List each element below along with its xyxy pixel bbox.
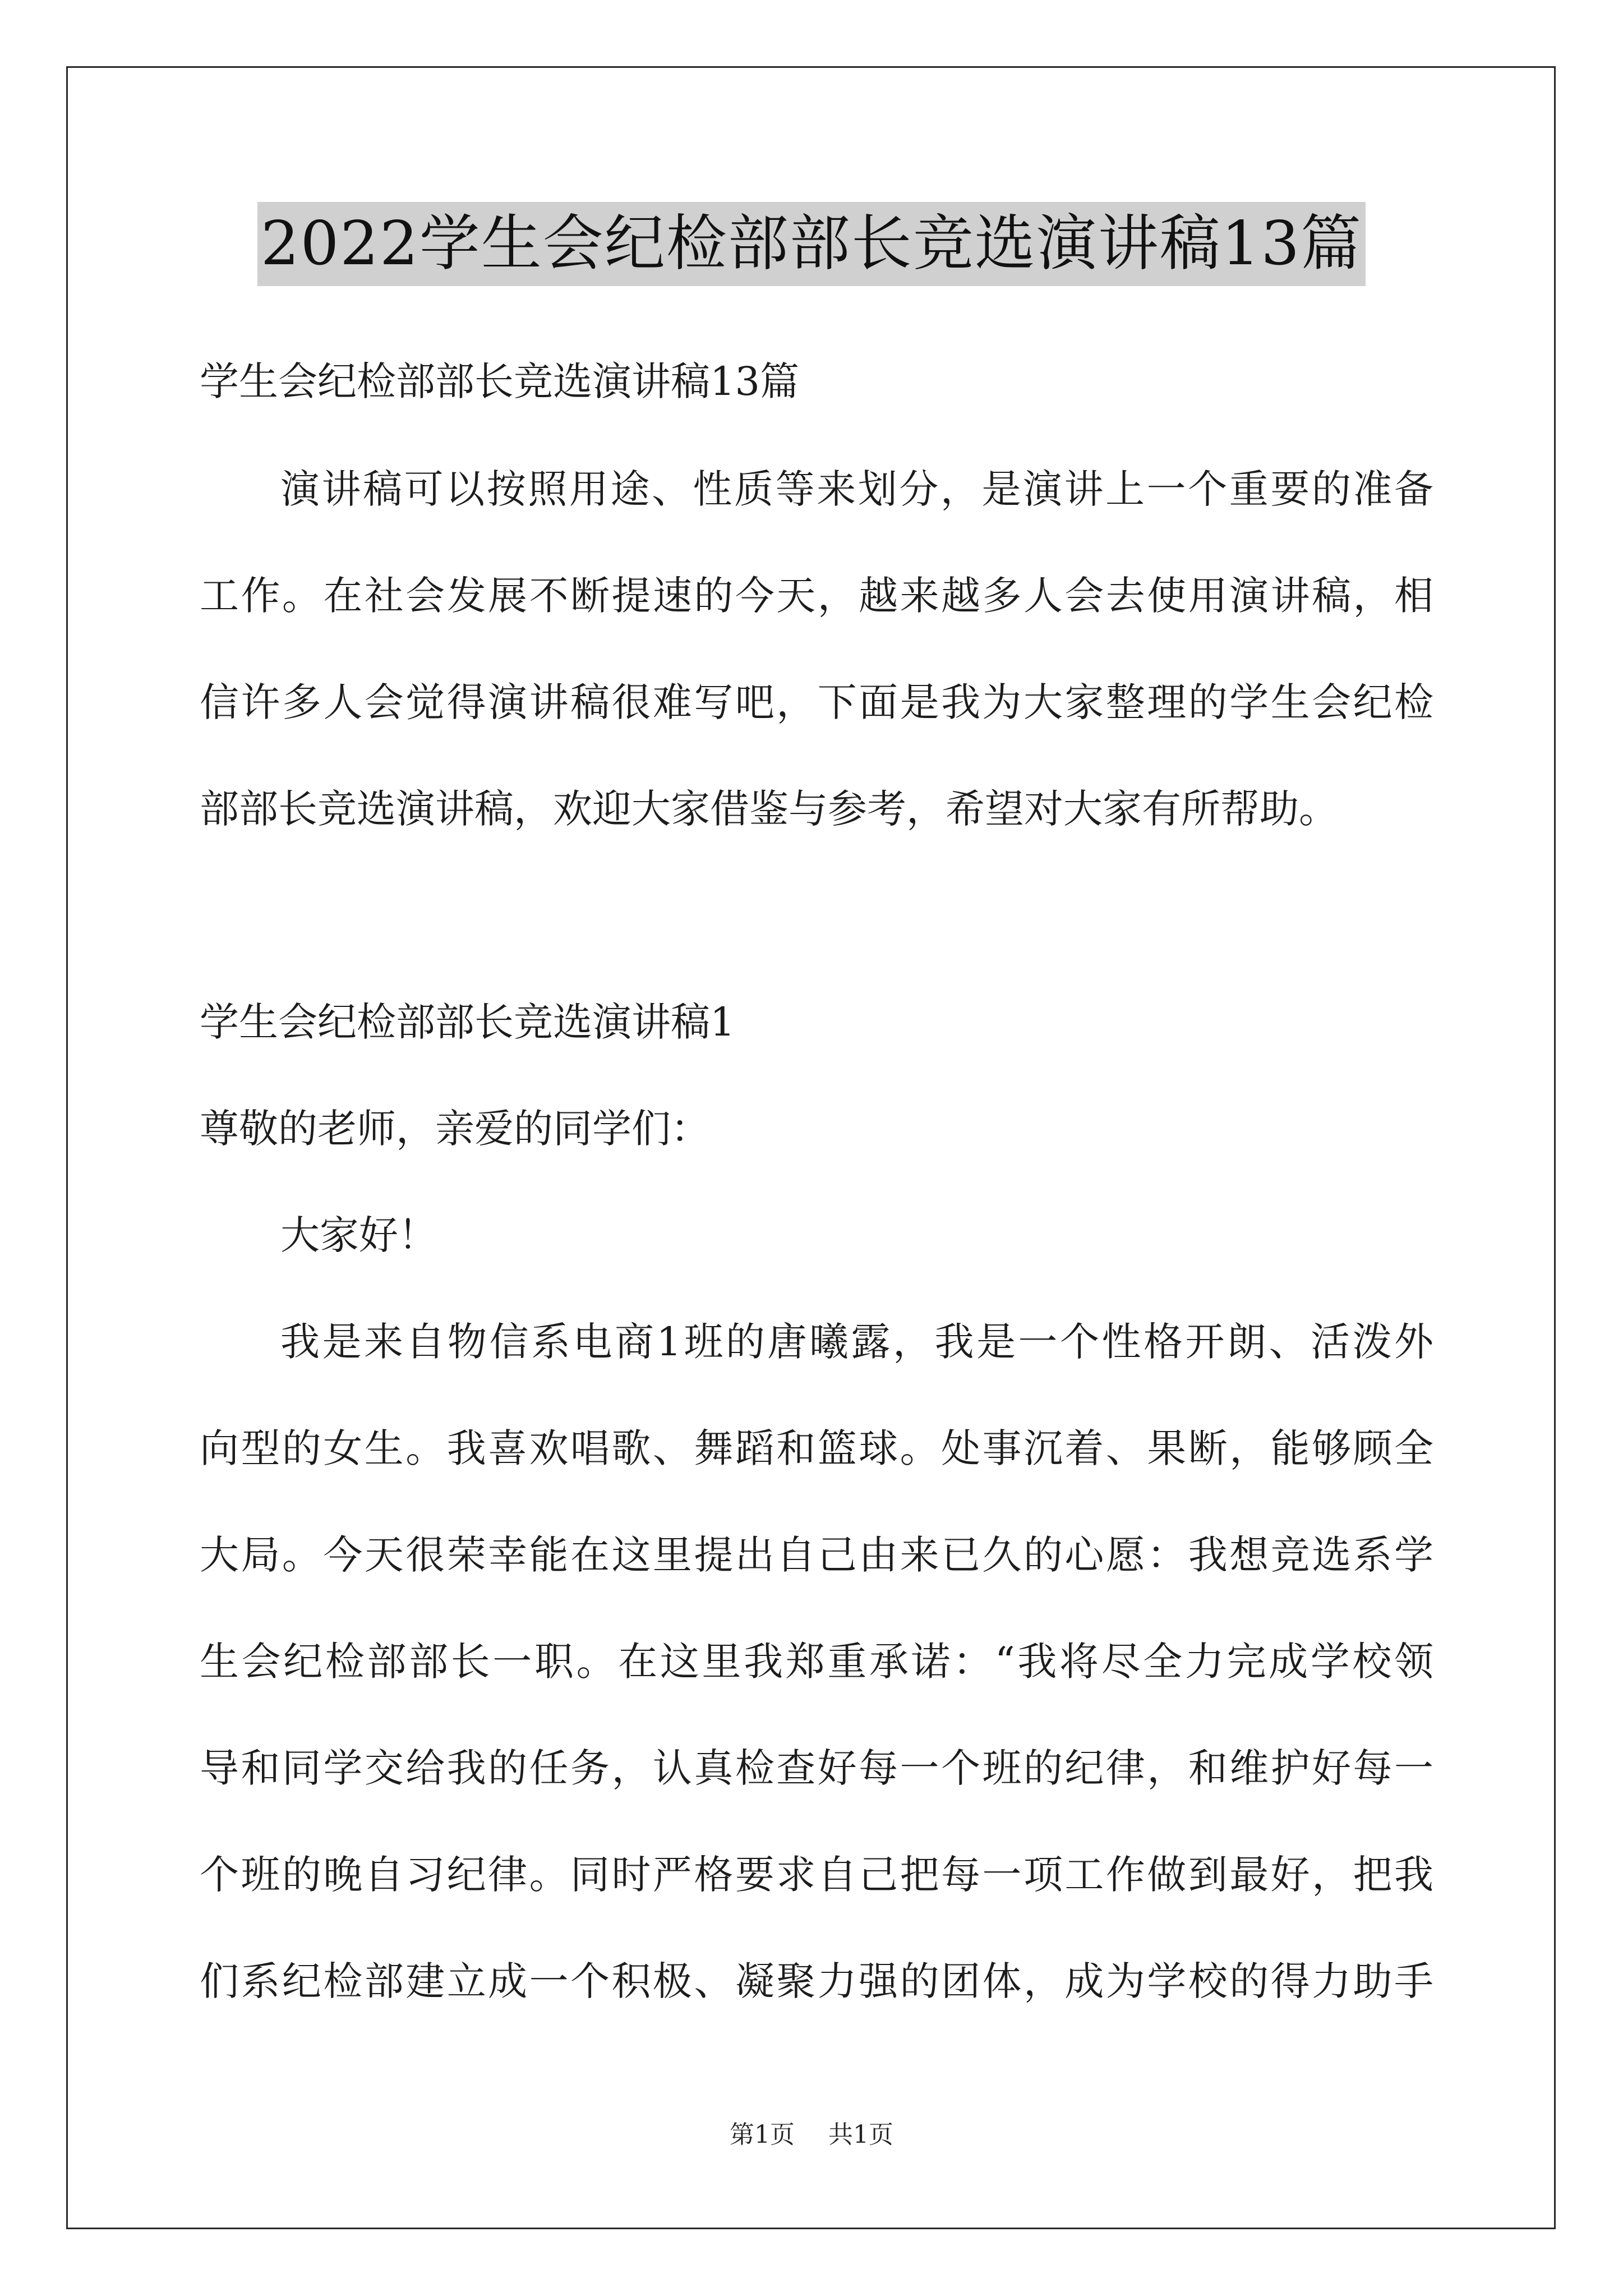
page-number-total: 共1页: [828, 2120, 893, 2149]
body-line-7: 们系纪检部建立成一个积极、凝聚力强的团体，成为学校的得力助手: [200, 1958, 1433, 2004]
title-container: [0, 202, 1623, 286]
document-title: 2022学生会纪检部部长竞选演讲稿13篇: [257, 202, 1366, 286]
body-line-3: 大局。今天很荣幸能在这里提出自己由来已久的心愿：我想竞选系学: [200, 1532, 1433, 1578]
intro-line-2: 工作。在社会发展不断提速的今天，越来越多人会去使用演讲稿，相: [200, 573, 1433, 619]
intro-line-3: 信许多人会觉得演讲稿很难写吧，下面是我为大家整理的学生会纪检: [200, 679, 1433, 725]
body-line-6: 个班的晚自习纪律。同时严格要求自己把每一项工作做到最好，把我: [200, 1852, 1433, 1898]
section-heading: 学生会纪检部部长竞选演讲稿1: [200, 999, 735, 1045]
page-number-current: 第1页: [730, 2120, 795, 2149]
body-line-1: 我是来自物信系电商1班的唐曦露，我是一个性格开朗、活泼外: [280, 1319, 1433, 1365]
intro-line-1: 演讲稿可以按照用途、性质等来划分，是演讲上一个重要的准备: [280, 466, 1433, 512]
body-line-4: 生会纪检部部长一职。在这里我郑重承诺：“我将尽全力完成学校领: [200, 1639, 1433, 1685]
salutation: 尊敬的老师，亲爱的同学们：: [200, 1106, 710, 1152]
page-footer: [0, 2118, 1623, 2152]
document-subtitle: 学生会纪检部部长竞选演讲稿13篇: [200, 358, 800, 404]
body-line-5: 导和同学交给我的任务，认真检查好每一个班的纪律，和维护好每一: [200, 1745, 1433, 1791]
body-line-2: 向型的女生。我喜欢唱歌、舞蹈和篮球。处事沉着、果断，能够顾全: [200, 1425, 1433, 1471]
intro-line-4: 部部长竞选演讲稿，欢迎大家借鉴与参考，希望对大家有所帮助。: [200, 786, 1338, 832]
greeting: 大家好！: [280, 1212, 437, 1258]
